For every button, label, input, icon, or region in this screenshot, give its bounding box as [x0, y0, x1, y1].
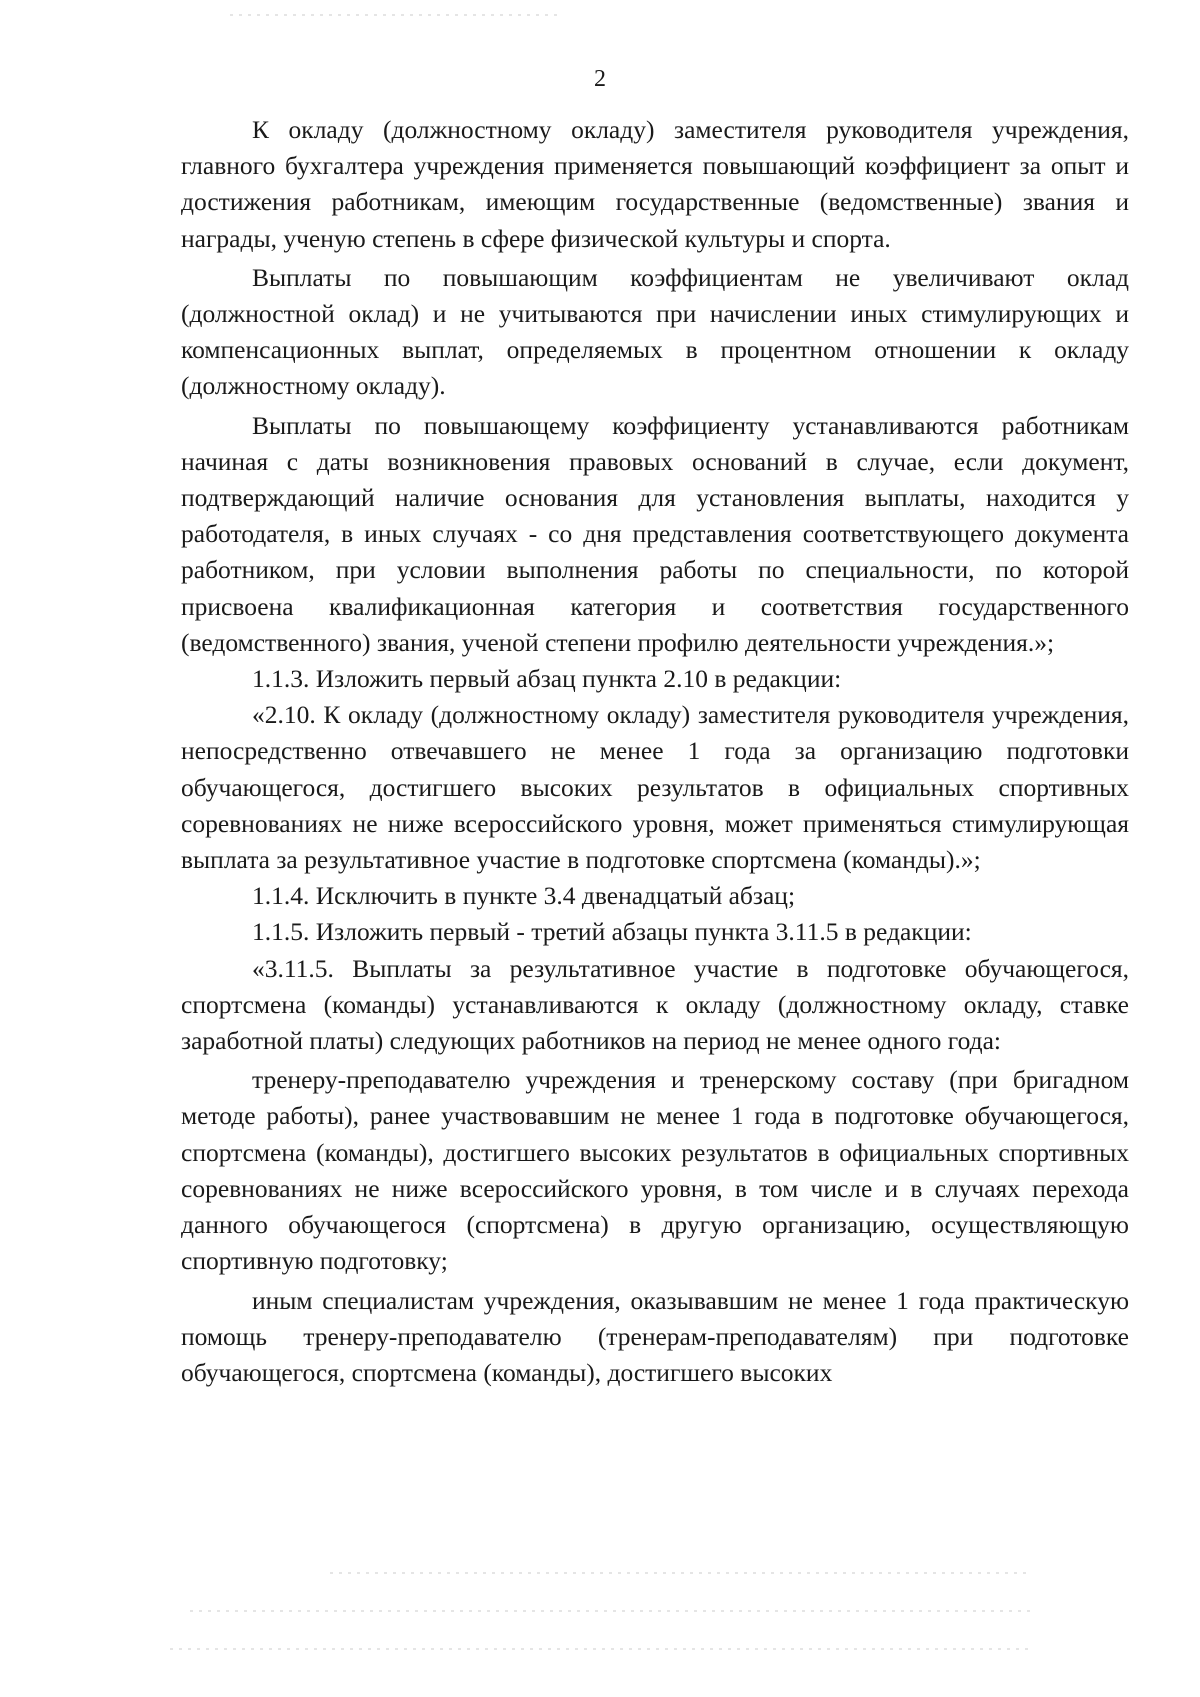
scan-noise — [330, 1572, 1030, 1574]
page-number: 2 — [594, 66, 606, 92]
paragraph: Выплаты по повышающему коэффициенту устанавливаются работникам начиная с даты возникновения правовых оснований в случае, если документ, подтверждающий наличие основания для установления выплаты, находится у работодателя, в иных случаях - со дня представления соответствующего документа работником, при условии выполнения работы по специальности, по которой присвоена квалификационная категория и соответствия государственного (ведомственного) звания, ученой степени профилю деятельности учреждения.»; — [181, 410, 1129, 657]
paragraph: «2.10. К окладу (должностному окладу) заместителя руководителя учреждения, непосредственно отвечавшего не менее 1 года за организацию подготовки обучающегося, достигшего высоких результатов в официальных спортивных соревнованиях не ниже всероссийского уровня, может применяться стимулирующая выплата за результативное участие в подготовке спортсмена (команды).»; — [181, 700, 1129, 875]
paragraph: иным специалистам учреждения, оказывавшим не менее 1 года практическую помощь тренеру-преподавателю (тренерам-преподавателям) при подготовке обучающегося, спортсмена (команды), достигшего высоких — [181, 1285, 1129, 1387]
paragraph: 1.1.4. Исключить в пункте 3.4 двенадцатый абзац; — [252, 881, 796, 911]
paragraph: «3.11.5. Выплаты за результативное участие в подготовке обучающегося, спортсмена (команды) устанавливаются к окладу (должностному окладу, ставке заработной платы) следующих работников на период не менее одного года: — [181, 953, 1129, 1056]
paragraph: К окладу (должностному окладу) заместителя руководителя учреждения, главного бухгалтера учреждения применяется повышающий коэффициент за опыт и достижения работникам, имеющим государственные (ведомственные) звания и награды, ученую степень в сфере физической культуры и спорта. — [181, 115, 1129, 253]
scan-noise — [190, 1610, 1030, 1612]
paragraph: Выплаты по повышающим коэффициентам не увеличивают оклад (должностной оклад) и не учитываются при начислении иных стимулирующих и компенсационных выплат, определяемых в процентном отношении к окладу (должностному окладу). — [181, 262, 1129, 401]
paragraph: 1.1.5. Изложить первый - третий абзацы пункта 3.11.5 в редакции: — [252, 917, 972, 947]
scan-noise — [230, 14, 560, 16]
paragraph: 1.1.3. Изложить первый абзац пункта 2.10 в редакции: — [252, 664, 842, 694]
paragraph: тренеру-преподавателю учреждения и тренерскому составу (при бригадном методе работы), ранее участвовавшим не менее 1 года в подготовке обучающегося, спортсмена (команды), достигшего высоких результатов в официальных спортивных соревнованиях не ниже всероссийского уровня, в том числе и в случаях перехода данного обучающегося (спортсмена) в другую организацию, осуществляющую спортивную подготовку; — [181, 1065, 1129, 1276]
scan-noise — [170, 1648, 1030, 1650]
document-body — [181, 112, 1129, 1394]
